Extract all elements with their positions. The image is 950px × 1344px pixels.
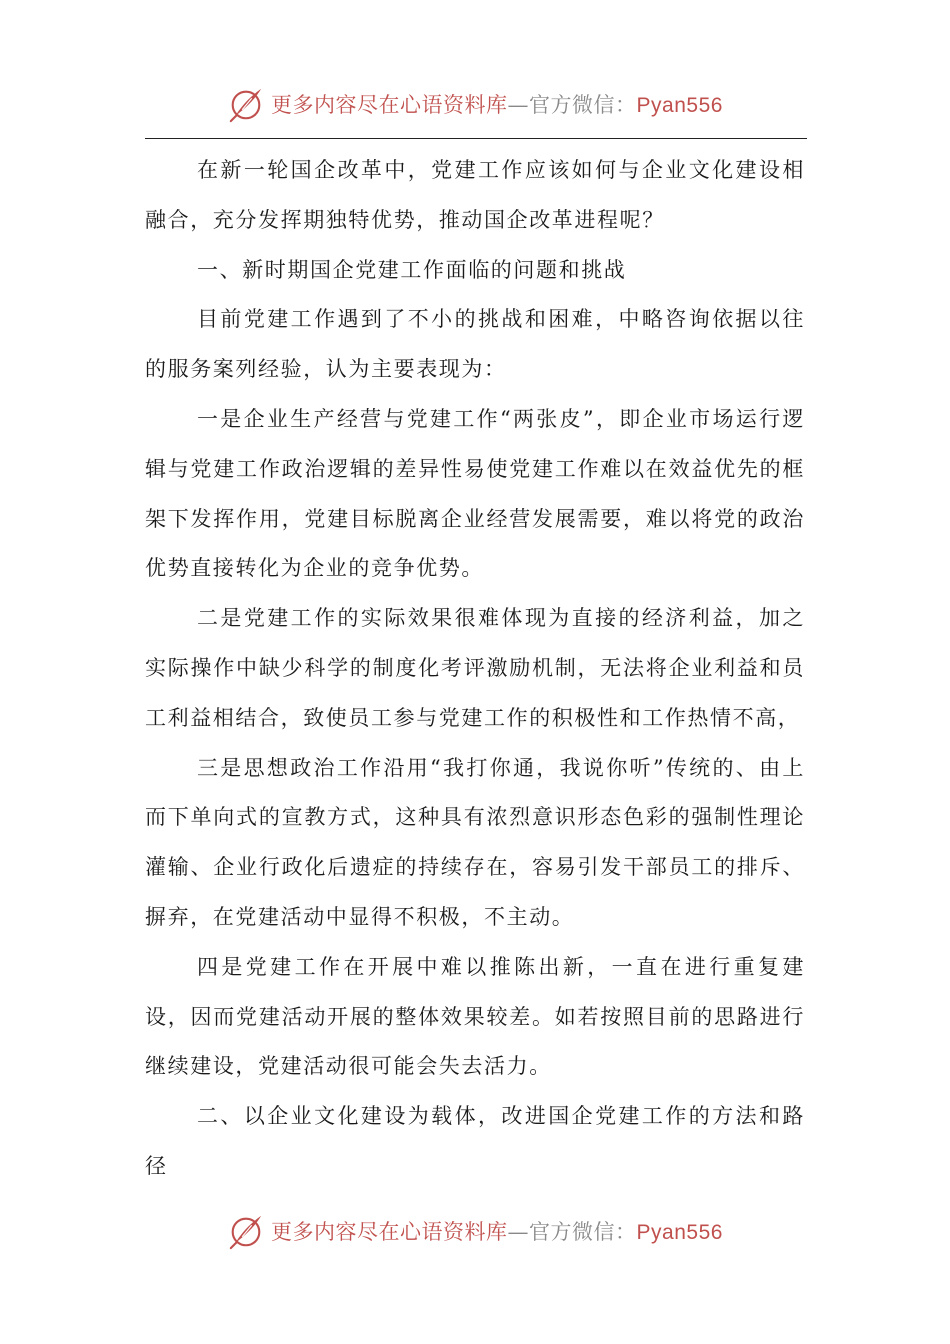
paragraph: 二是党建工作的实际效果很难体现为直接的经济利益，加之实际操作中缺少科学的制度化考评激励机制，无法将企业利益和员工利益相结合，致使员工参与党建工作的积极性和工作热情不高， bbox=[145, 606, 805, 730]
banner-text bbox=[271, 1216, 723, 1246]
banner-wechat-label: 官方微信： bbox=[529, 1220, 637, 1244]
banner-dash: — bbox=[507, 93, 530, 117]
section-heading: 二、以企业文化建设为载体，改进国企党建工作的方法和路径 bbox=[145, 1104, 805, 1178]
header-banner bbox=[0, 82, 950, 126]
paragraph: 一是企业生产经营与党建工作“两张皮”，即企业市场运行逻辑与党建工作政治逻辑的差异性易使党建工作难以在效益优先的框架下发挥作用，党建目标脱离企业经营发展需要，难以将党的政治优势直接转化为企业的竞争优势。 bbox=[145, 406, 805, 581]
banner-brand: 更多内容尽在心语资料库 bbox=[271, 1220, 508, 1244]
banner-dash: — bbox=[507, 1220, 530, 1244]
banner-wechat-label: 官方微信： bbox=[529, 93, 637, 117]
header-divider bbox=[145, 138, 807, 139]
section-heading: 一、新时期国企党建工作面临的问题和挑战 bbox=[197, 257, 627, 282]
paragraph: 目前党建工作遇到了不小的挑战和困难，中略咨询依据以往的服务案列经验，认为主要表现为： bbox=[145, 307, 805, 382]
paragraph: 在新一轮国企改革中，党建工作应该如何与企业文化建设相融合，充分发挥期独特优势，推动国企改革进程呢？ bbox=[145, 158, 805, 232]
document-body bbox=[145, 146, 805, 1192]
banner-wechat-id: Pyan556 bbox=[636, 94, 723, 117]
banner-brand: 更多内容尽在心语资料库 bbox=[271, 93, 508, 117]
banner-wechat-id: Pyan556 bbox=[636, 1221, 723, 1244]
paragraph: 三是思想政治工作沿用“我打你通，我说你听”传统的、由上而下单向式的宣教方式，这种具有浓烈意识形态色彩的强制性理论灌输、企业行政化后遗症的持续存在，容易引发干部员工的排斥、摒弃，在党建活动中显得不积极，不主动。 bbox=[145, 755, 805, 929]
banner-text bbox=[271, 89, 723, 119]
quill-pen-logo-icon bbox=[227, 85, 265, 123]
quill-pen-logo-icon bbox=[227, 1212, 265, 1250]
footer-banner bbox=[0, 1209, 950, 1253]
paragraph: 四是党建工作在开展中难以推陈出新，一直在进行重复建设，因而党建活动开展的整体效果较差。如若按照目前的思路进行继续建设，党建活动很可能会失去活力。 bbox=[145, 954, 805, 1079]
